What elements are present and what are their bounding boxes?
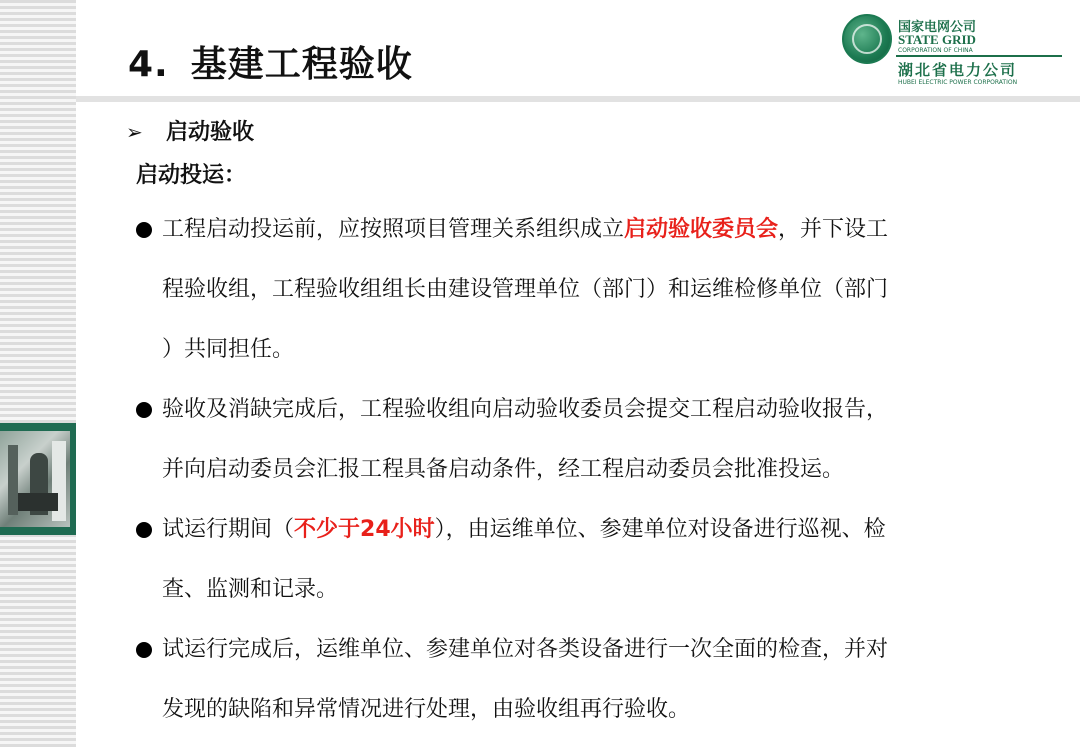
bullet-dot-icon bbox=[136, 522, 152, 538]
logo-sub-en-name: HUBEI ELECTRIC POWER CORPORATION bbox=[898, 79, 1018, 86]
bullet-line: 试运行完成后，运维单位、参建单位对各类设备进行一次全面的检查，并对 bbox=[162, 637, 889, 662]
state-grid-logo bbox=[842, 12, 1072, 88]
bullet-dot-icon bbox=[136, 642, 152, 658]
bullet-line: ）共同担任。 bbox=[162, 337, 295, 362]
bullet-list bbox=[136, 200, 1016, 740]
bullet-text: ，并下设工 bbox=[778, 217, 889, 242]
highlight-text: 不少于24小时 bbox=[294, 517, 435, 542]
section-heading bbox=[126, 115, 254, 146]
photo-image bbox=[0, 431, 70, 527]
highlight-text: 启动验收委员会 bbox=[624, 217, 779, 242]
bullet-item bbox=[136, 500, 1016, 620]
bullet-line: 查、监测和记录。 bbox=[162, 577, 339, 602]
bullet-item bbox=[136, 380, 1016, 500]
bullet-text: ），由运维单位、参建单位对设备进行巡视、检 bbox=[434, 517, 886, 542]
bullet-item bbox=[136, 200, 1016, 380]
logo-corp-name: CORPORATION OF CHINA bbox=[898, 47, 973, 54]
bullet-line: 发现的缺陷和异常情况进行处理，由验收组再行验收。 bbox=[162, 697, 691, 722]
arrow-bullet-icon: ➢ bbox=[126, 120, 143, 144]
title-text: 基建工程验收 bbox=[190, 44, 413, 85]
section-heading-text: 启动验收 bbox=[166, 120, 255, 145]
bullet-dot-icon bbox=[136, 222, 152, 238]
sub-heading: 启动投运： bbox=[136, 163, 247, 188]
substation-photo bbox=[0, 423, 76, 535]
bullet-line: 验收及消缺完成后，工程验收组向启动验收委员会提交工程启动验收报告， bbox=[162, 397, 889, 422]
bullet-line: 程验收组，工程验收组组长由建设管理单位（部门）和运维检修单位（部门 bbox=[162, 277, 889, 302]
logo-sub-name: 湖北省电力公司 bbox=[898, 61, 1018, 79]
bullet-line bbox=[162, 200, 1016, 260]
logo-en-name: STATE GRID bbox=[898, 32, 976, 47]
logo-cn-name: 国家电网公司 bbox=[898, 20, 977, 35]
bullet-text: 工程启动投运前，应按照项目管理关系组织成立 bbox=[162, 217, 625, 242]
bullet-dot-icon bbox=[136, 402, 152, 418]
bullet-line bbox=[162, 500, 1016, 560]
left-decorative-strip bbox=[0, 0, 76, 747]
bullet-item bbox=[136, 620, 1016, 740]
header-divider bbox=[76, 96, 1080, 102]
state-grid-emblem-icon bbox=[842, 14, 892, 64]
logo-divider bbox=[896, 55, 1062, 57]
bullet-text: 试运行期间（ bbox=[162, 517, 295, 542]
bullet-line: 并向启动委员会汇报工程具备启动条件，经工程启动委员会批准投运。 bbox=[162, 457, 845, 482]
slide-title bbox=[128, 36, 413, 87]
title-number: 4. bbox=[128, 44, 169, 85]
